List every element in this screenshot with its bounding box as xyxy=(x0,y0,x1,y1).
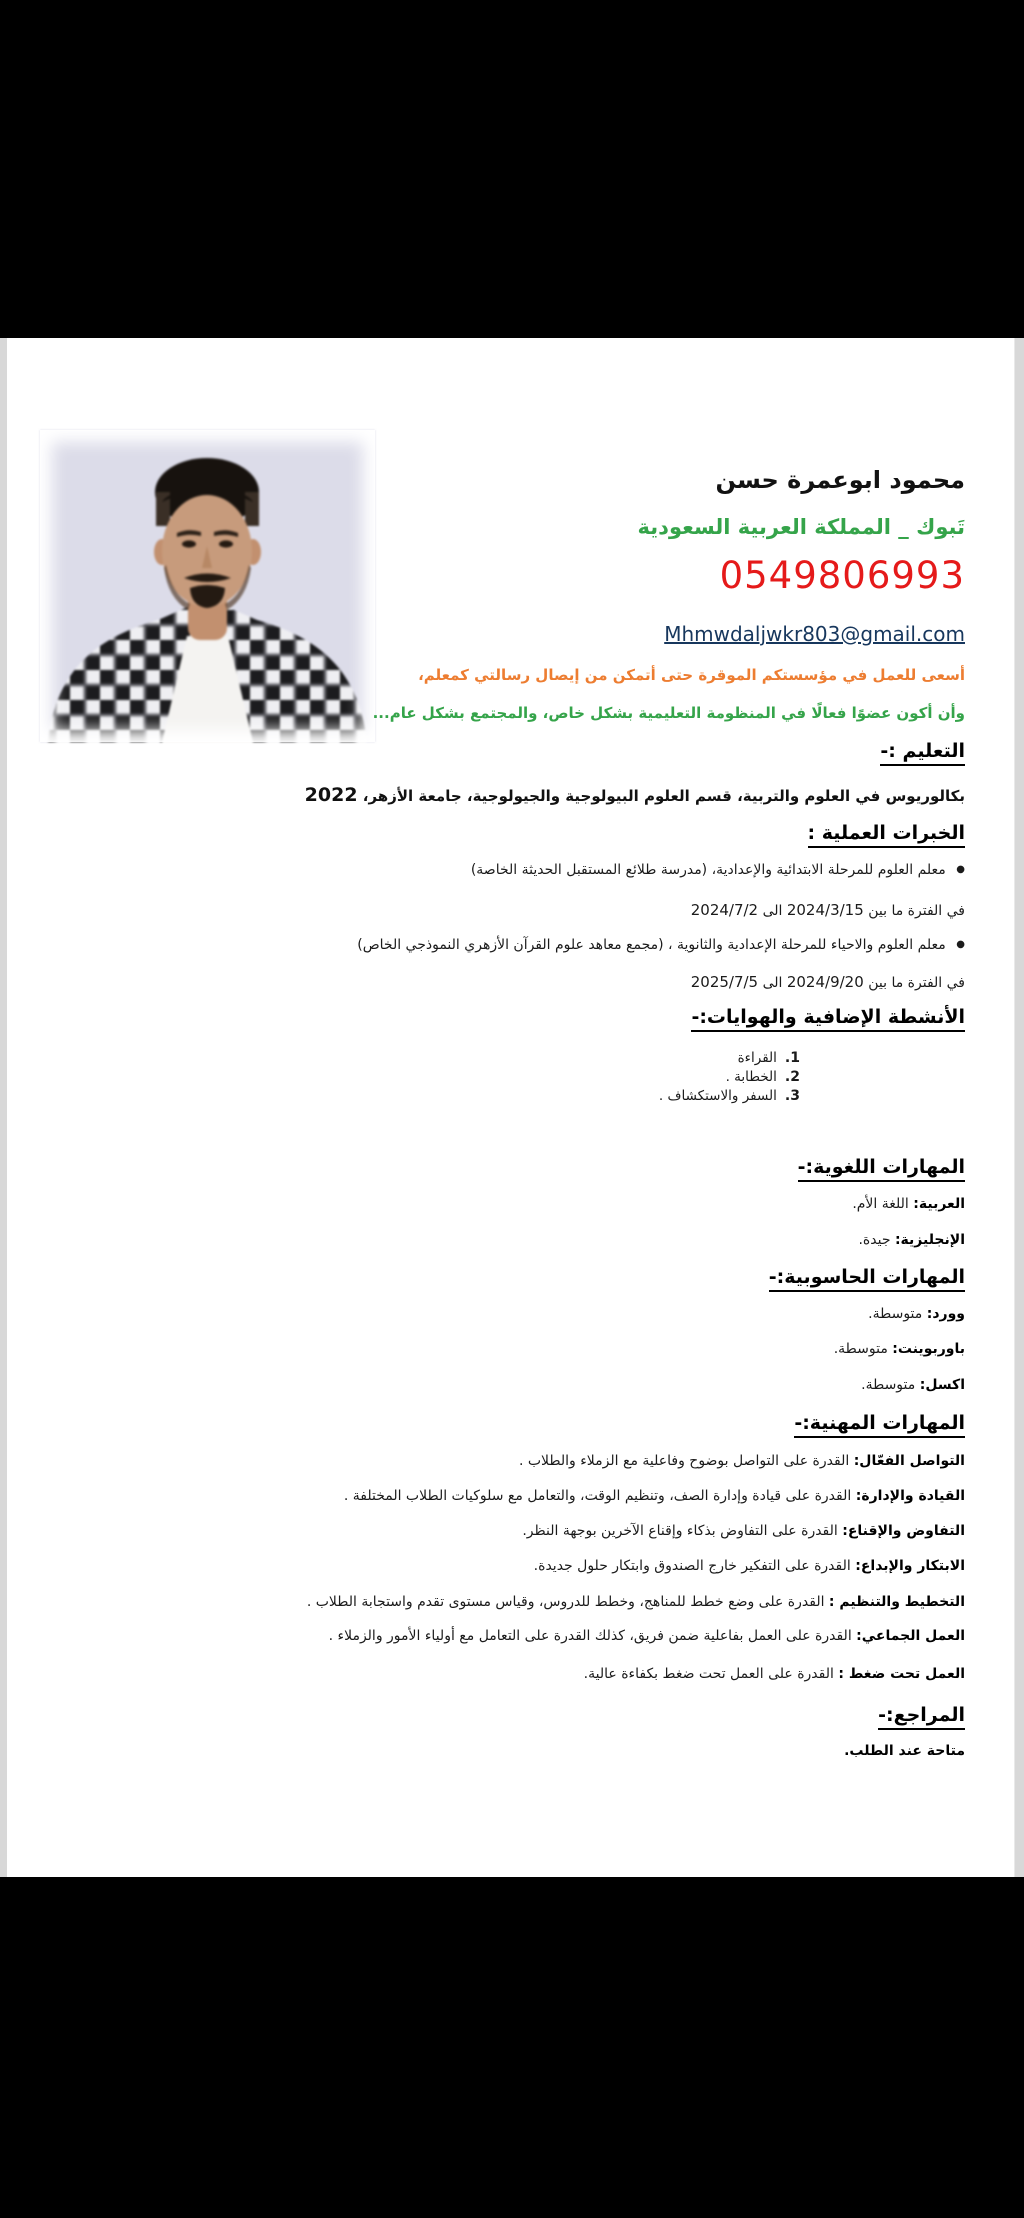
references-note: متاحة عند الطلب. xyxy=(844,1743,965,1759)
hobby-number: 1. xyxy=(784,1050,800,1066)
applicant-photo xyxy=(40,430,375,742)
hobby-number: 2. xyxy=(784,1069,800,1085)
bottom-letterbox xyxy=(0,1877,1024,2218)
skill-value: القدرة على قيادة وإدارة الصف، وتنظيم الوقت، والتعامل مع سلوكيات الطلاب المختلفة . xyxy=(343,1488,852,1504)
document-page xyxy=(0,338,1024,1877)
hobby-text: الخطابة . xyxy=(725,1069,777,1085)
professional-skill-item xyxy=(307,1594,965,1610)
professional-skill-item xyxy=(329,1628,965,1644)
professional-skill-item xyxy=(534,1558,965,1574)
skill-label: العمل الجماعي: xyxy=(856,1628,965,1644)
bullet-icon: ● xyxy=(956,939,965,950)
skill-value: جيدة. xyxy=(858,1232,891,1248)
hobby-text: القراءة xyxy=(737,1050,777,1066)
professional-skill-item xyxy=(522,1523,965,1539)
period-from-date: 2024/3/15 xyxy=(786,901,864,919)
section-heading-activities: الأنشطة الإضافية والهوايات:- xyxy=(691,1006,965,1032)
professional-skill-item xyxy=(344,1488,965,1504)
professional-skill-item xyxy=(519,1453,965,1469)
section-heading-experience: الخبرات العملية : xyxy=(808,822,966,848)
job-period: في الفترة ما بين 2024/9/20 الى 2025/7/5 xyxy=(690,973,965,991)
page-right-edge xyxy=(1014,338,1024,1877)
job-title: معلم العلوم والاحياء للمرحلة الإعدادية والثانوية ، (مجمع معاهد علوم القرآن الأزهري النموذجي الخاص) xyxy=(357,937,946,953)
language-skill-item xyxy=(852,1196,965,1212)
applicant-phone: 0549806993 xyxy=(719,554,965,597)
computer-skill-item xyxy=(868,1306,965,1322)
skill-value: متوسطة. xyxy=(833,1341,888,1357)
top-letterbox xyxy=(0,0,1024,338)
section-heading-professional-skills: المهارات المهنية:- xyxy=(794,1412,965,1438)
job-item xyxy=(471,862,965,878)
period-to-date: 2024/7/2 xyxy=(690,901,759,919)
skill-value: القدرة على العمل بفاعلية ضمن فريق، كذلك القدرة على التعامل مع أولياء الأمور والزملاء . xyxy=(328,1628,852,1644)
skill-label: الإنجليزية: xyxy=(894,1232,965,1248)
bullet-icon: ● xyxy=(956,864,965,875)
objective-line-1: أسعى للعمل في مؤسستكم الموقرة حتى أتمكن من إيصال رسالتي كمعلم، xyxy=(418,666,965,684)
objective-line-2: وأن أكون عضوًا فعالًا في المنظومة التعليمية بشكل خاص، والمجتمع بشكل عام... xyxy=(372,704,965,722)
applicant-photo-graphic xyxy=(40,430,375,742)
hobby-item xyxy=(659,1069,800,1088)
period-from-date: 2024/9/20 xyxy=(786,973,864,991)
job-period: في الفترة ما بين 2024/3/15 الى 2024/7/2 xyxy=(690,901,965,919)
applicant-location: تَبوك _ المملكة العربية السعودية xyxy=(637,515,965,539)
page-left-edge xyxy=(0,338,7,1877)
skill-value: القدرة على التفاوض بذكاء وإقناع الآخرين بوجهة النظر. xyxy=(522,1523,838,1539)
skill-label: التفاوض والإقناع: xyxy=(842,1523,965,1539)
applicant-name: محمود ابوعمرة حسن xyxy=(715,466,965,494)
education-degree-year: 2022 xyxy=(304,784,358,806)
skill-label: العمل تحت ضغط : xyxy=(838,1666,965,1682)
skill-label: التواصل الفعّال: xyxy=(853,1453,965,1469)
computer-skill-item xyxy=(834,1341,965,1357)
hobby-number: 3. xyxy=(784,1088,800,1104)
section-heading-references: المراجع:- xyxy=(878,1704,965,1730)
skill-value: القدرة على وضع خطط للمناهج، وخطط للدروس، وقياس مستوى تقدم واستجابة الطلاب . xyxy=(306,1594,825,1610)
skill-label: القيادة والإدارة: xyxy=(855,1488,965,1504)
section-heading-languages: المهارات اللغوية:- xyxy=(798,1156,965,1182)
job-item xyxy=(357,937,965,953)
skill-label: باوربوينت: xyxy=(892,1341,965,1357)
skill-value: اللغة الأم. xyxy=(852,1196,909,1212)
hobby-text: السفر والاستكشاف . xyxy=(658,1088,777,1104)
section-heading-computer-skills: المهارات الحاسوبية:- xyxy=(769,1266,965,1292)
skill-value: متوسطة. xyxy=(868,1306,923,1322)
education-degree xyxy=(305,784,965,806)
applicant-email-link[interactable]: Mhmwdaljwkr803@gmail.com xyxy=(664,622,965,646)
job-title: معلم العلوم للمرحلة الابتدائية والإعدادية، (مدرسة طلائع المستقبل الحديثة الخاصة) xyxy=(470,862,946,878)
skill-label: اكسل: xyxy=(919,1377,965,1393)
skill-value: القدرة على العمل تحت ضغط بكفاءة عالية. xyxy=(583,1666,834,1682)
skill-label: التخطيط والتنظيم : xyxy=(828,1594,965,1610)
computer-skill-item xyxy=(861,1377,965,1393)
language-skill-item xyxy=(858,1232,965,1248)
skill-value: القدرة على التواصل بوضوح وفاعلية مع الزملاء والطلاب . xyxy=(518,1453,850,1469)
skill-value: متوسطة. xyxy=(861,1377,916,1393)
skill-label: العربية: xyxy=(913,1196,965,1212)
skill-value: القدرة على التفكير خارج الصندوق وابتكار حلول جديدة. xyxy=(533,1558,851,1574)
hobby-item xyxy=(659,1088,800,1107)
skill-label: وورد: xyxy=(926,1306,965,1322)
hobbies-list xyxy=(659,1050,800,1107)
period-to-date: 2025/7/5 xyxy=(690,973,759,991)
professional-skill-item xyxy=(584,1666,965,1682)
section-heading-education: التعليم :- xyxy=(880,740,965,766)
hobby-item xyxy=(659,1050,800,1069)
education-degree-text: بكالوريوس في العلوم والتربية، قسم العلوم البيولوجية والجيولوجية، جامعة الأزهر، xyxy=(357,787,965,805)
skill-label: الابتكار والإبداع: xyxy=(855,1558,965,1574)
